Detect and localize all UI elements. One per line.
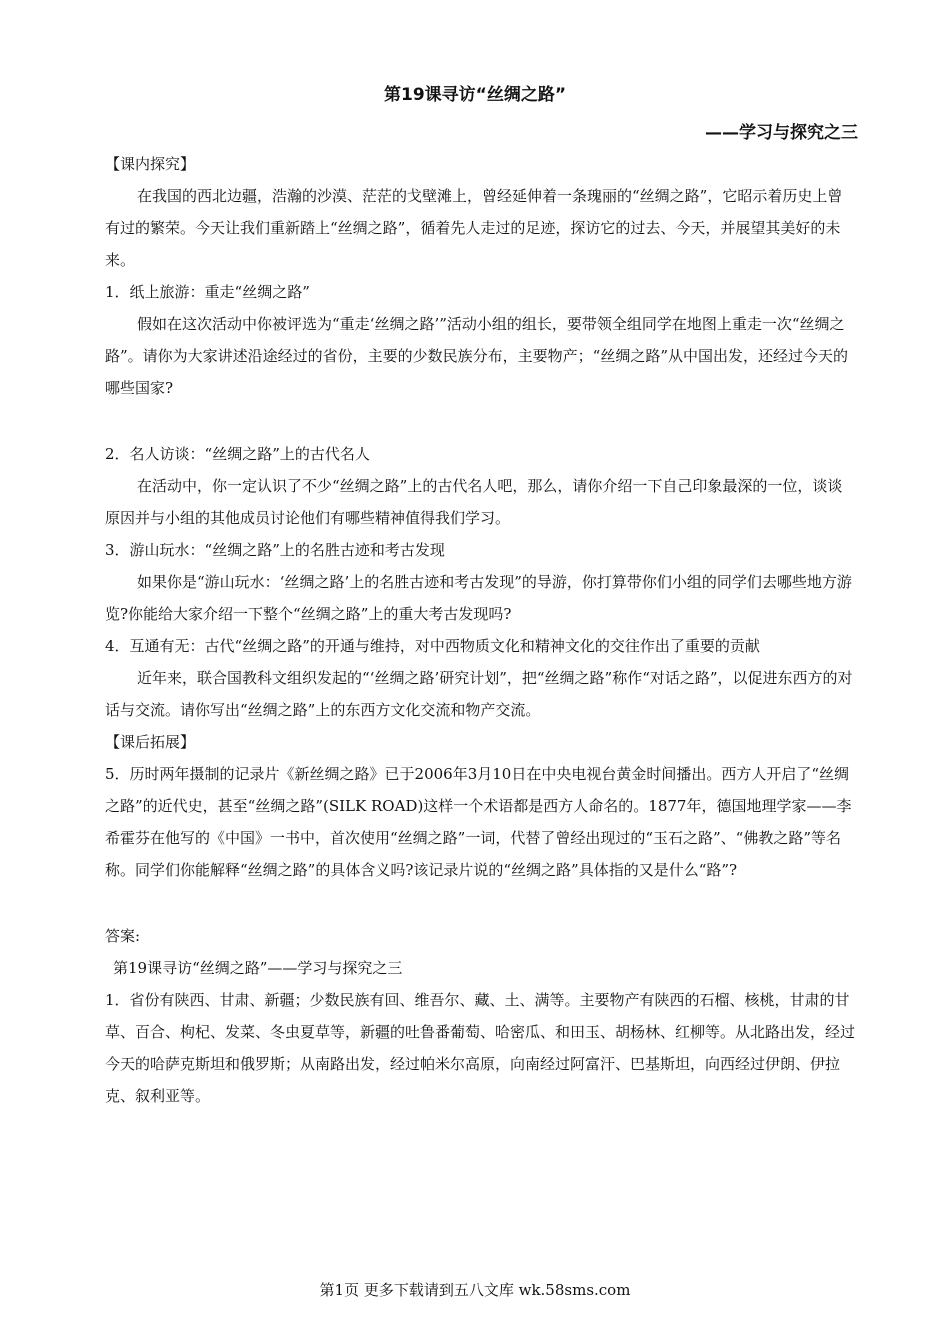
page-footer: 第1页 更多下载请到五八文库 wk.58sms.com: [319, 1281, 631, 1299]
question-3-heading: 3．游山玩水：“丝绸之路”上的名胜古迹和考古发现: [105, 541, 445, 559]
blank-space: [105, 404, 857, 438]
question-2-body: 在活动中，你一定认识了不少“丝绸之路”上的古代名人吧，那么，请你介绍一下自己印象最深的一位，谈谈原因并与小组的其他成员讨论他们有哪些精神值得我们学习。: [105, 477, 843, 527]
question-1-heading: 1．纸上旅游：重走“丝绸之路”: [105, 283, 310, 301]
section-heading-after-class: 【课后拓展】: [105, 733, 196, 751]
question-1-body: 假如在这次活动中你被评选为“重走‘丝绸之路’”活动小组的组长，要带领全组同学在地图上重走一次“丝绸之路”。请你为大家讲述沿途经过的省份，主要的少数民族分布，主要物产；“丝绸之路”从中国出发，还经过今天的哪些国家?: [105, 315, 849, 397]
answer-label: 答案:: [105, 927, 141, 945]
section-heading-in-class: 【课内探究】: [105, 155, 196, 173]
answer-1: 1．省份有陕西、甘肃、新疆；少数民族有回、维吾尔、藏、土、满等。主要物产有陕西的石榴、核桃，甘肃的甘草、百合、枸杞、发菜、冬虫夏草等，新疆的吐鲁番葡萄、哈密瓜、和田玉、胡杨林、红柳等。从北路出发，经过今天的哈萨克斯坦和俄罗斯；从南路出发，经过帕米尔高原，向南经过阿富汗、巴基斯坦，向西经过伊朗、伊拉克、叙利亚等。: [105, 991, 856, 1105]
question-4-heading: 4．互通有无：古代“丝绸之路”的开通与维持，对中西物质文化和精神文化的交往作出了重要的贡献: [105, 637, 760, 655]
document-body: [105, 148, 857, 1112]
question-2-heading: 2．名人访谈：“丝绸之路”上的古代名人: [105, 445, 370, 463]
question-5: 5．历时两年摄制的记录片《新丝绸之路》已于2006年3月10日在中央电视台黄金时间播出。西方人开启了“丝绸之路”的近代史，甚至“丝绸之路”(SILK ROAD)这样一个术语都是西方人命名的。1877年，德国地理学家——李希霍芬在他写的《中国》一书中，首次使用“丝绸之路”一词，代替了曾经出现过的“玉石之路”、“佛教之路”等名称。同学们你能解释“丝绸之路”的具体含义吗?该记录片说的“丝绸之路”具体指的又是什么“路”?: [105, 765, 852, 879]
intro-paragraph: 在我国的西北边疆，浩瀚的沙漠、茫茫的戈壁滩上，曾经延伸着一条瑰丽的“丝绸之路”，它昭示着历史上曾有过的繁荣。今天让我们重新踏上“丝绸之路”，循着先人走过的足迹，探访它的过去、今天，并展望其美好的未来。: [105, 187, 843, 269]
blank-space: [105, 886, 857, 920]
answer-title: 第19课寻访“丝绸之路”——学习与探究之三: [113, 959, 403, 977]
page-title: 第19课寻访“丝绸之路”: [383, 85, 566, 105]
page-subtitle: ——学习与探究之三: [705, 123, 858, 143]
question-3-body: 如果你是“游山玩水：‘丝绸之路’上的名胜古迹和考古发现”的导游，你打算带你们小组的同学们去哪些地方游览?你能给大家介绍一下整个“丝绸之路”上的重大考古发现吗?: [105, 573, 852, 623]
question-4-body: 近年来，联合国教科文组织发起的“‘丝绸之路’研究计划”，把“丝绸之路”称作“对话之路”，以促进东西方的对话与交流。请你写出“丝绸之路”上的东西方文化交流和物产交流。: [105, 669, 853, 719]
